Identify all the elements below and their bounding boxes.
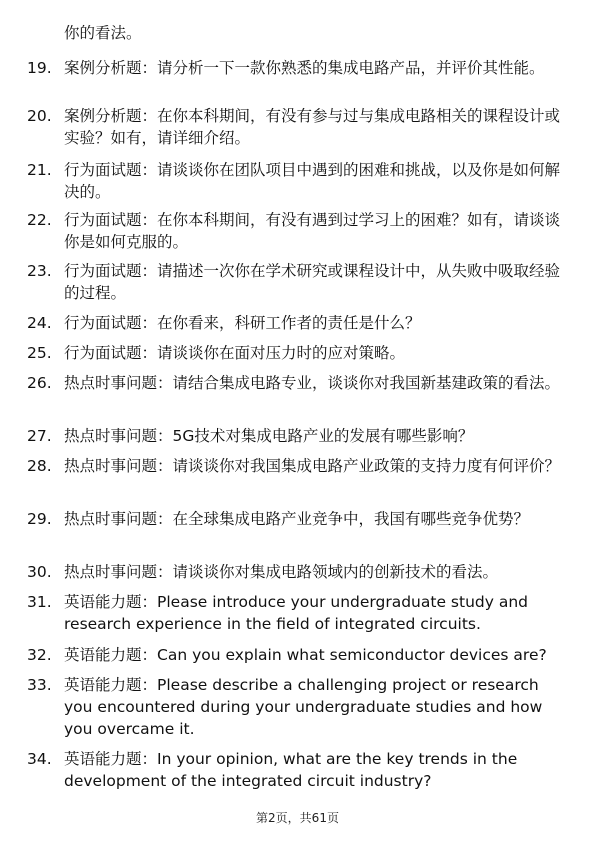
question-text: 热点时事问题：5G技术对集成电路产业的发展有哪些影响？	[64, 427, 474, 445]
question-number: 29.	[27, 510, 52, 528]
question-number: 21.	[27, 161, 52, 179]
question-text: 案例分析题：在你本科期间，有没有参与过与集成电路相关的课程设计或实验？如有，请详细介绍。	[64, 107, 561, 147]
question-number: 26.	[27, 374, 52, 392]
question-text: 行为面试题：在你看来，科研工作者的责任是什么？	[64, 314, 421, 332]
question-number: 23.	[27, 262, 52, 280]
question-text: 热点时事问题：在全球集成电路产业竞争中，我国有哪些竞争优势？	[64, 510, 530, 528]
page-footer: 第2页，共61页	[256, 811, 339, 825]
question-number: 33.	[27, 676, 52, 694]
question-text: 热点时事问题：请结合集成电路专业，谈谈你对我国新基建政策的看法。	[64, 374, 561, 392]
question-item	[27, 591, 562, 635]
question-number: 28.	[27, 457, 52, 475]
question-number: 20.	[27, 107, 52, 125]
question-number: 34.	[27, 750, 52, 768]
question-item	[27, 455, 562, 477]
question-item	[27, 508, 562, 530]
question-text: 案例分析题：请分析一下一款你熟悉的集成电路产品，并评价其性能。	[64, 59, 545, 77]
question-text: 英语能力题：In your opinion, what are the key trends in the development of the integrated circuit industry?	[64, 750, 518, 790]
question-number: 27.	[27, 427, 52, 445]
continuation-text: 你的看法。	[64, 24, 142, 42]
question-number: 24.	[27, 314, 52, 332]
question-number: 30.	[27, 563, 52, 581]
question-text: 英语能力题：Please describe a challenging project or research you encountered during your undergraduate studies and how you overcame it.	[64, 676, 543, 738]
question-item	[27, 342, 562, 364]
question-text: 行为面试题：请描述一次你在学术研究或课程设计中，从失败中吸取经验的过程。	[64, 262, 561, 302]
question-text: 热点时事问题：请谈谈你对集成电路领域内的创新技术的看法。	[64, 563, 499, 581]
question-text: 热点时事问题：请谈谈你对我国集成电路产业政策的支持力度有何评价？	[64, 457, 561, 475]
question-item	[27, 644, 562, 666]
question-item	[27, 105, 562, 149]
question-text: 行为面试题：请谈谈你在面对压力时的应对策略。	[64, 344, 406, 362]
question-item	[27, 159, 562, 203]
question-item	[27, 260, 562, 304]
question-text: 行为面试题：在你本科期间，有没有遇到过学习上的困难？如有，请谈谈你是如何克服的。	[64, 211, 561, 251]
question-number: 25.	[27, 344, 52, 362]
question-text: 英语能力题：Can you explain what semiconductor devices are?	[64, 646, 547, 664]
question-number: 22.	[27, 211, 52, 229]
question-item	[27, 748, 562, 792]
question-text: 英语能力题：Please introduce your undergraduate study and research experience in the field of integrated circuits.	[64, 593, 528, 633]
question-item	[27, 372, 562, 394]
question-item	[27, 312, 562, 334]
question-text: 行为面试题：请谈谈你在团队项目中遇到的困难和挑战，以及你是如何解决的。	[64, 161, 561, 201]
question-number: 19.	[27, 59, 52, 77]
question-item	[27, 674, 562, 740]
question-item	[27, 57, 562, 79]
question-item	[27, 209, 562, 253]
question-item	[27, 425, 562, 447]
question-item	[27, 561, 562, 583]
question-number: 32.	[27, 646, 52, 664]
question-number: 31.	[27, 593, 52, 611]
